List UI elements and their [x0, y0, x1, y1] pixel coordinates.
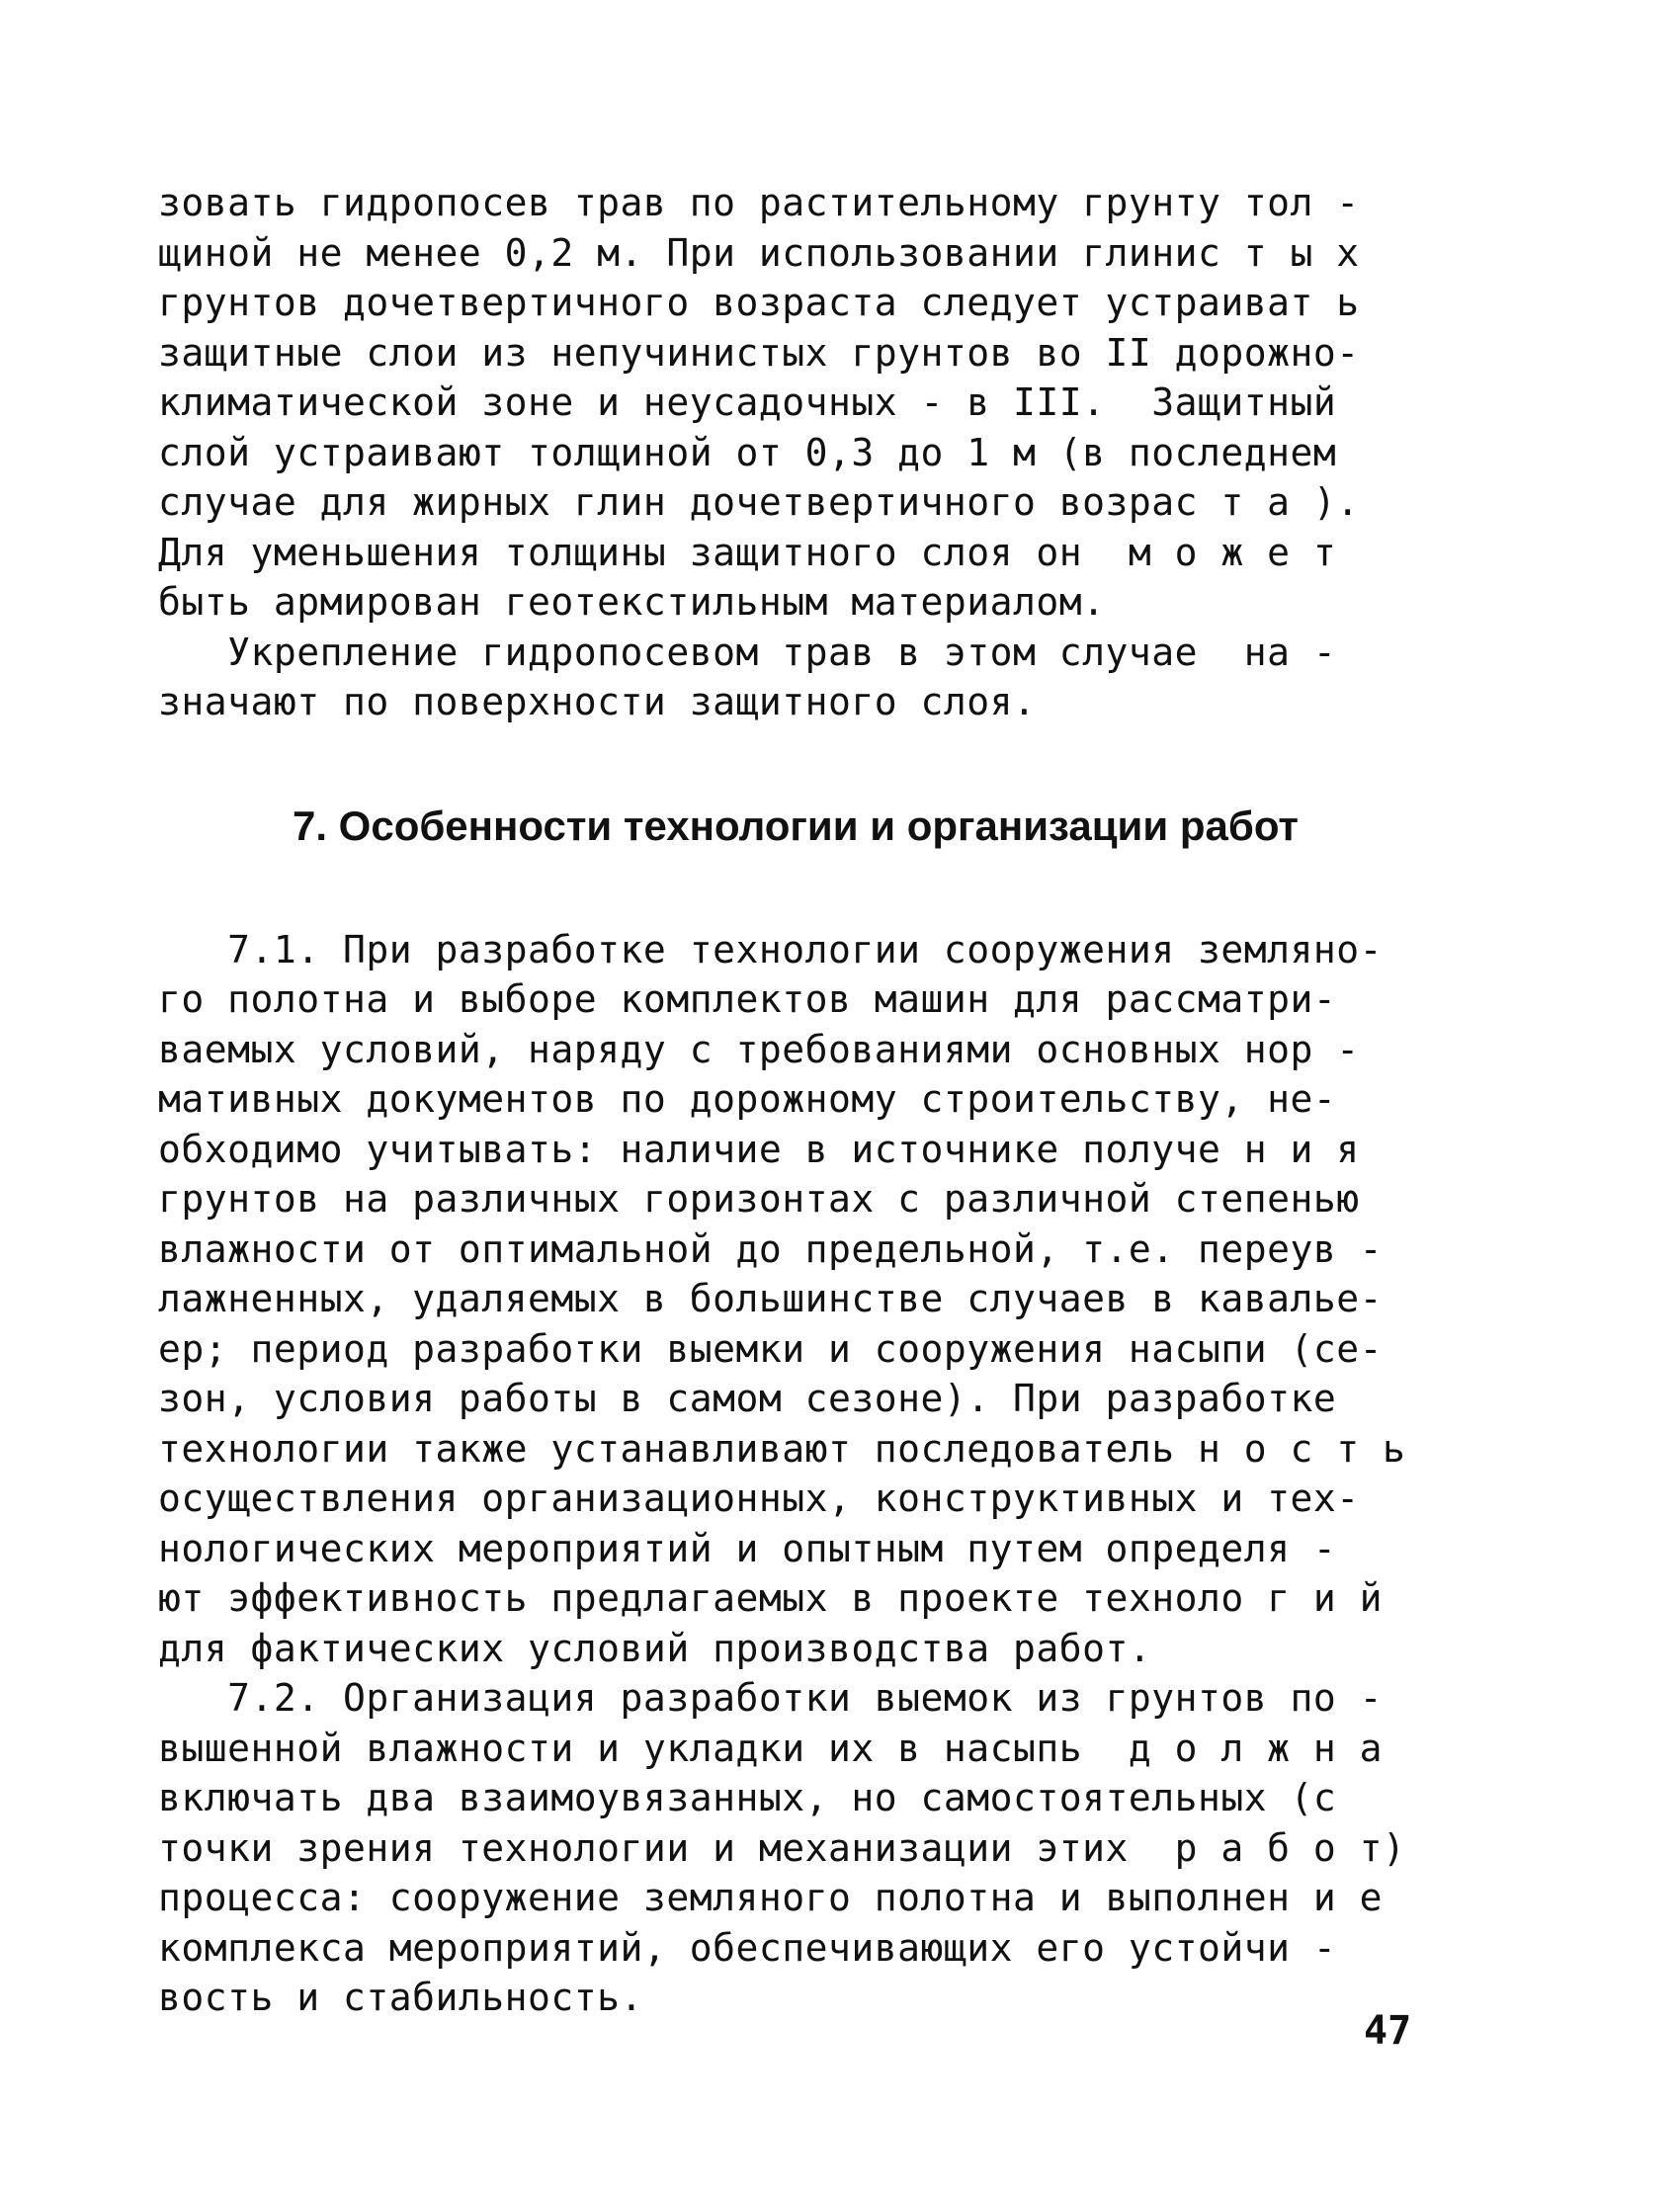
text-line: Укрепление гидропосевом трав в этом случае на -	[158, 630, 1337, 674]
text-line: случае для жирных глин дочетвертичного возрас т а ).	[158, 480, 1360, 524]
text-line: процесса: сооружение земляного полотна и выполнен и е	[158, 1876, 1384, 1919]
text-line: климатической зоне и неусадочных - в III. Защитный	[158, 380, 1337, 424]
text-line: грунтов на различных горизонтах с различной степенью	[158, 1177, 1360, 1221]
text-line: 7.1. При разработке технологии сооружения земляно-	[158, 927, 1384, 971]
section-title: 7. Особенности технологии и организации работ	[292, 801, 1299, 849]
text-line: нологических мероприятий и опытным путем определя -	[158, 1526, 1337, 1570]
text-line: быть армирован геотекстильным материалом.	[158, 580, 1106, 624]
text-line: 7.2. Организация разработки выемок из грунтов по -	[158, 1676, 1384, 1720]
text-line: щиной не менее 0,2 м. При использовании глинис т ы х	[158, 230, 1360, 275]
text-line: значают по поверхности защитного слоя.	[158, 680, 1037, 723]
text-line: зовать гидропосев трав по растительному грунту тол -	[158, 181, 1360, 224]
text-line: Для уменьшения толщины защитного слоя он м о ж е т	[158, 530, 1337, 574]
paragraph-7-1	[158, 925, 1443, 1674]
second-paragraph	[158, 628, 1443, 727]
intro-paragraph	[158, 178, 1443, 628]
text-line: вышенной влажности и укладки их в насыпь д о л ж н а	[158, 1726, 1384, 1770]
text-line: точки зрения технологии и механизации этих р а б о т)	[158, 1825, 1406, 1870]
text-line: защитные слои из непучинистых грунтов во II дорожно-	[158, 330, 1360, 375]
text-line: мативных документов по дорожному строительству, не-	[158, 1077, 1337, 1121]
text-line: влажности от оптимальной до предельной, т.е. переув -	[158, 1226, 1384, 1271]
text-line: включать два взаимоувязанных, но самостоятельных (с	[158, 1776, 1337, 1819]
paragraph-7-2	[158, 1673, 1443, 2023]
text-line: технологии также устанавливают последователь н о с т ь	[158, 1426, 1406, 1471]
text-line: лажненных, удаляемых в большинстве случаев в кавалье-	[158, 1277, 1384, 1320]
text-line: комплекса мероприятий, обеспечивающих его устойчи -	[158, 1925, 1337, 1970]
text-line: вость и стабильность.	[158, 1976, 643, 2019]
page-body	[158, 178, 1443, 2023]
text-line: грунтов дочетвертичного возраста следует устраиват ь	[158, 281, 1360, 324]
text-line: го полотна и выборе комплектов машин для рассматри-	[158, 977, 1337, 1021]
text-line: ют эффективность предлагаемых в проекте техноло г и й	[158, 1576, 1384, 1620]
text-line: ер; период разработки выемки и сооружения насыпи (се-	[158, 1326, 1384, 1371]
text-line: для фактических условий производства работ.	[158, 1626, 1152, 1670]
text-line: осуществления организационных, конструктивных и тех-	[158, 1476, 1360, 1520]
text-line: обходимо учитывать: наличие в источнике получе н и я	[158, 1127, 1360, 1171]
text-line: зон, условия работы в самом сезоне). При разработке	[158, 1377, 1337, 1420]
page-number: 47	[1364, 2008, 1412, 2054]
text-line: ваемых условий, наряду с требованиями основных нор -	[158, 1027, 1360, 1071]
text-line: слой устраивают толщиной от 0,3 до 1 м (в последнем	[158, 430, 1337, 474]
